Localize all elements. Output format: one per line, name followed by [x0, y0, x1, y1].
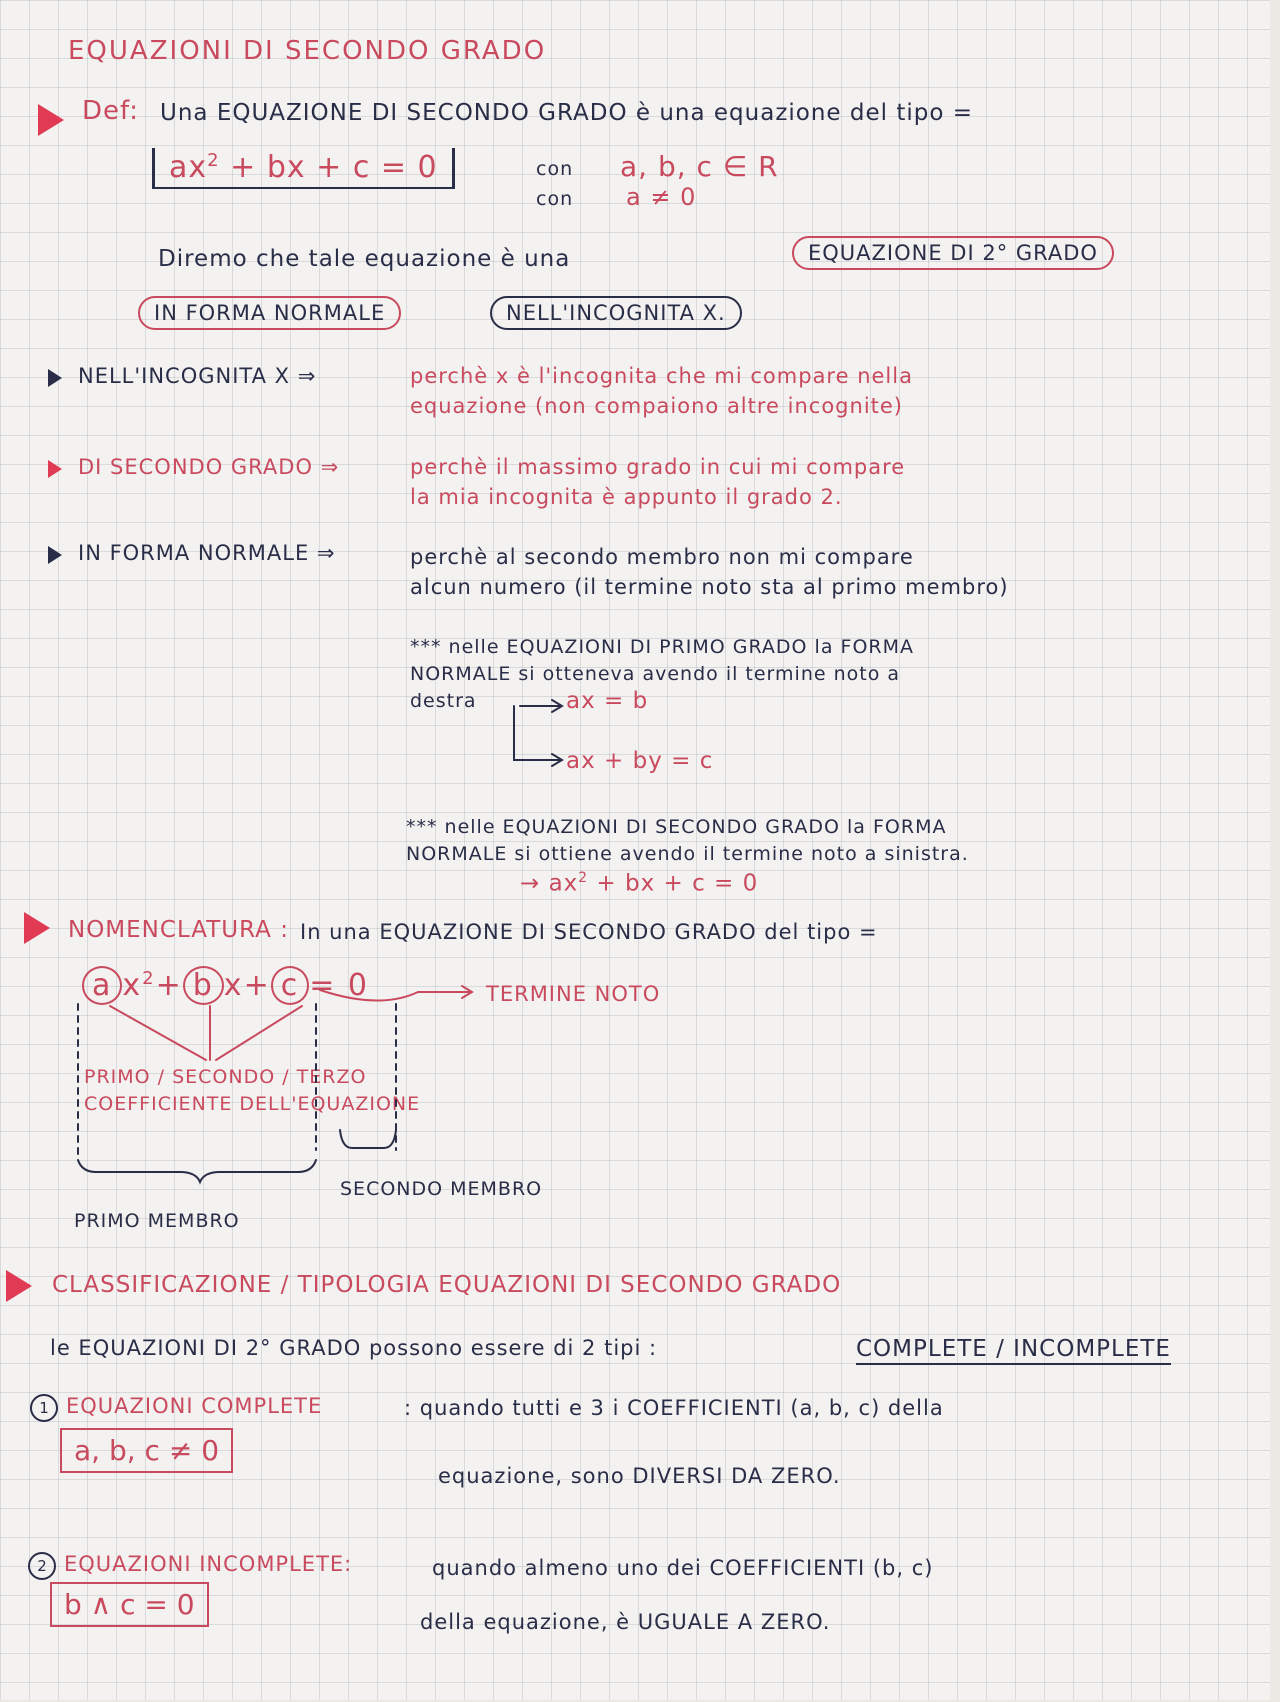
note-3-line-1: perchè al secondo membro non mi compare [410, 545, 914, 569]
note-2-heading: DI SECONDO GRADO ⇒ [78, 455, 340, 479]
incomplete-title: EQUAZIONI INCOMPLETE: [64, 1552, 353, 1576]
secondo-membro-brace [340, 1130, 396, 1148]
definition-text: Una EQUAZIONE DI SECONDO GRADO è una equazione del tipo = [160, 100, 974, 126]
coefficient-a: a [82, 966, 122, 1005]
note-2-line-1: perchè il massimo grado in cui mi compare [410, 455, 906, 479]
complete-title: EQUAZIONI COMPLETE [66, 1394, 323, 1418]
nomenclature-exp: 2 [142, 968, 156, 989]
formula-rhs: + bx + c = 0 [230, 150, 438, 185]
definition-label: Def: [82, 96, 140, 126]
nomenclature-text: In una EQUAZIONE DI SECONDO GRADO del tipo = [300, 920, 878, 944]
formula-lhs: ax [169, 150, 208, 185]
note-2-line-2: la mia incognita è appunto il grado 2. [410, 485, 843, 509]
second-degree-line-2: NORMALE si ottiene avendo il termine noto a sinistra. [406, 843, 969, 865]
first-degree-eq-1: ax = b [566, 688, 649, 714]
condition-2: a ≠ 0 [626, 183, 697, 211]
incomplete-desc-2: della equazione, è UGUALE A ZERO. [420, 1610, 831, 1634]
second-degree-eq-rhs: + bx + c = 0 [596, 870, 759, 897]
termine-noto-label: TERMINE NOTO [486, 982, 661, 1006]
condition-2-label: con [536, 188, 574, 210]
note-3-line-2: alcun numero (il termine noto sta al primo membro) [410, 575, 1009, 599]
oval-incognita: NELL'INCOGNITA X. [490, 296, 742, 330]
complete-desc-1: : quando tutti e 3 i COEFFICIENTI (a, b, c) della [404, 1396, 944, 1420]
note-1-heading: NELL'INCOGNITA X ⇒ [78, 364, 317, 388]
first-degree-line-2: NORMALE si otteneva avendo il termine noto a [410, 663, 901, 685]
classification-heading: CLASSIFICAZIONE / TIPOLOGIA EQUAZIONI DI SECONDO GRADO [52, 1272, 842, 1298]
note-1-line-1: perchè x è l'incognita che mi compare nella [410, 364, 913, 388]
second-degree-line-1: *** nelle EQUAZIONI DI SECONDO GRADO la FORMA [406, 816, 947, 838]
coefficient-b: b [183, 966, 224, 1005]
nomenclature-plus-1: + [155, 968, 183, 1003]
termine-noto-arrow [320, 990, 470, 1001]
coefficient-label-2: COEFFICIENTE DELL'EQUAZIONE [84, 1093, 421, 1115]
classification-intro: le EQUAZIONI DI 2° GRADO possono essere di 2 tipi : [50, 1336, 658, 1360]
coeff-line-a [110, 1006, 206, 1060]
primo-membro-brace [78, 1160, 316, 1182]
number-1-badge: 1 [30, 1394, 58, 1422]
note-3-heading: IN FORMA NORMALE ⇒ [78, 541, 336, 565]
oval-forma-normale: IN FORMA NORMALE [138, 296, 401, 330]
oval-secondo-grado: EQUAZIONE DI 2° GRADO [792, 236, 1114, 270]
page-title: EQUAZIONI DI SECONDO GRADO [68, 36, 547, 66]
condition-1-label: con [536, 158, 574, 180]
first-degree-line-1: *** nelle EQUAZIONI DI PRIMO GRADO la FORMA [410, 636, 914, 658]
second-degree-eq-lhs: → ax [520, 870, 579, 897]
complete-desc-2: equazione, sono DIVERSI DA ZERO. [438, 1464, 841, 1488]
primo-membro-label: PRIMO MEMBRO [74, 1210, 240, 1232]
classification-types: COMPLETE / INCOMPLETE [856, 1336, 1171, 1365]
nomenclature-plus-2: + [243, 968, 271, 1003]
number-2-badge: 2 [28, 1552, 56, 1580]
nomenclature-equals: = 0 [309, 968, 369, 1003]
first-degree-eq-2: ax + by = c [566, 748, 714, 774]
second-degree-eq-exp: 2 [578, 870, 589, 886]
diremo-text: Diremo che tale equazione è una [158, 246, 571, 272]
nomenclature-x2: x [122, 968, 143, 1003]
formula-exponent: 2 [207, 150, 220, 171]
bracket-line [514, 706, 560, 760]
coefficient-c: c [271, 966, 310, 1005]
note-1-line-2: equazione (non compaiono altre incognite) [410, 394, 904, 418]
condition-1: a, b, c ∈ R [620, 150, 779, 183]
coeff-line-c [216, 1006, 302, 1060]
secondo-membro-label: SECONDO MEMBRO [340, 1178, 543, 1200]
nomenclature-heading: NOMENCLATURA : [68, 917, 289, 943]
nomenclature-x: x [223, 968, 244, 1003]
complete-condition-box: a, b, c ≠ 0 [60, 1428, 233, 1473]
incomplete-condition-box: b ∧ c = 0 [50, 1582, 209, 1627]
coefficient-label-1: PRIMO / SECONDO / TERZO [84, 1066, 367, 1088]
first-degree-line-3: destra [410, 690, 477, 712]
incomplete-desc-1: quando almeno uno dei COEFFICIENTI (b, c) [432, 1556, 934, 1580]
